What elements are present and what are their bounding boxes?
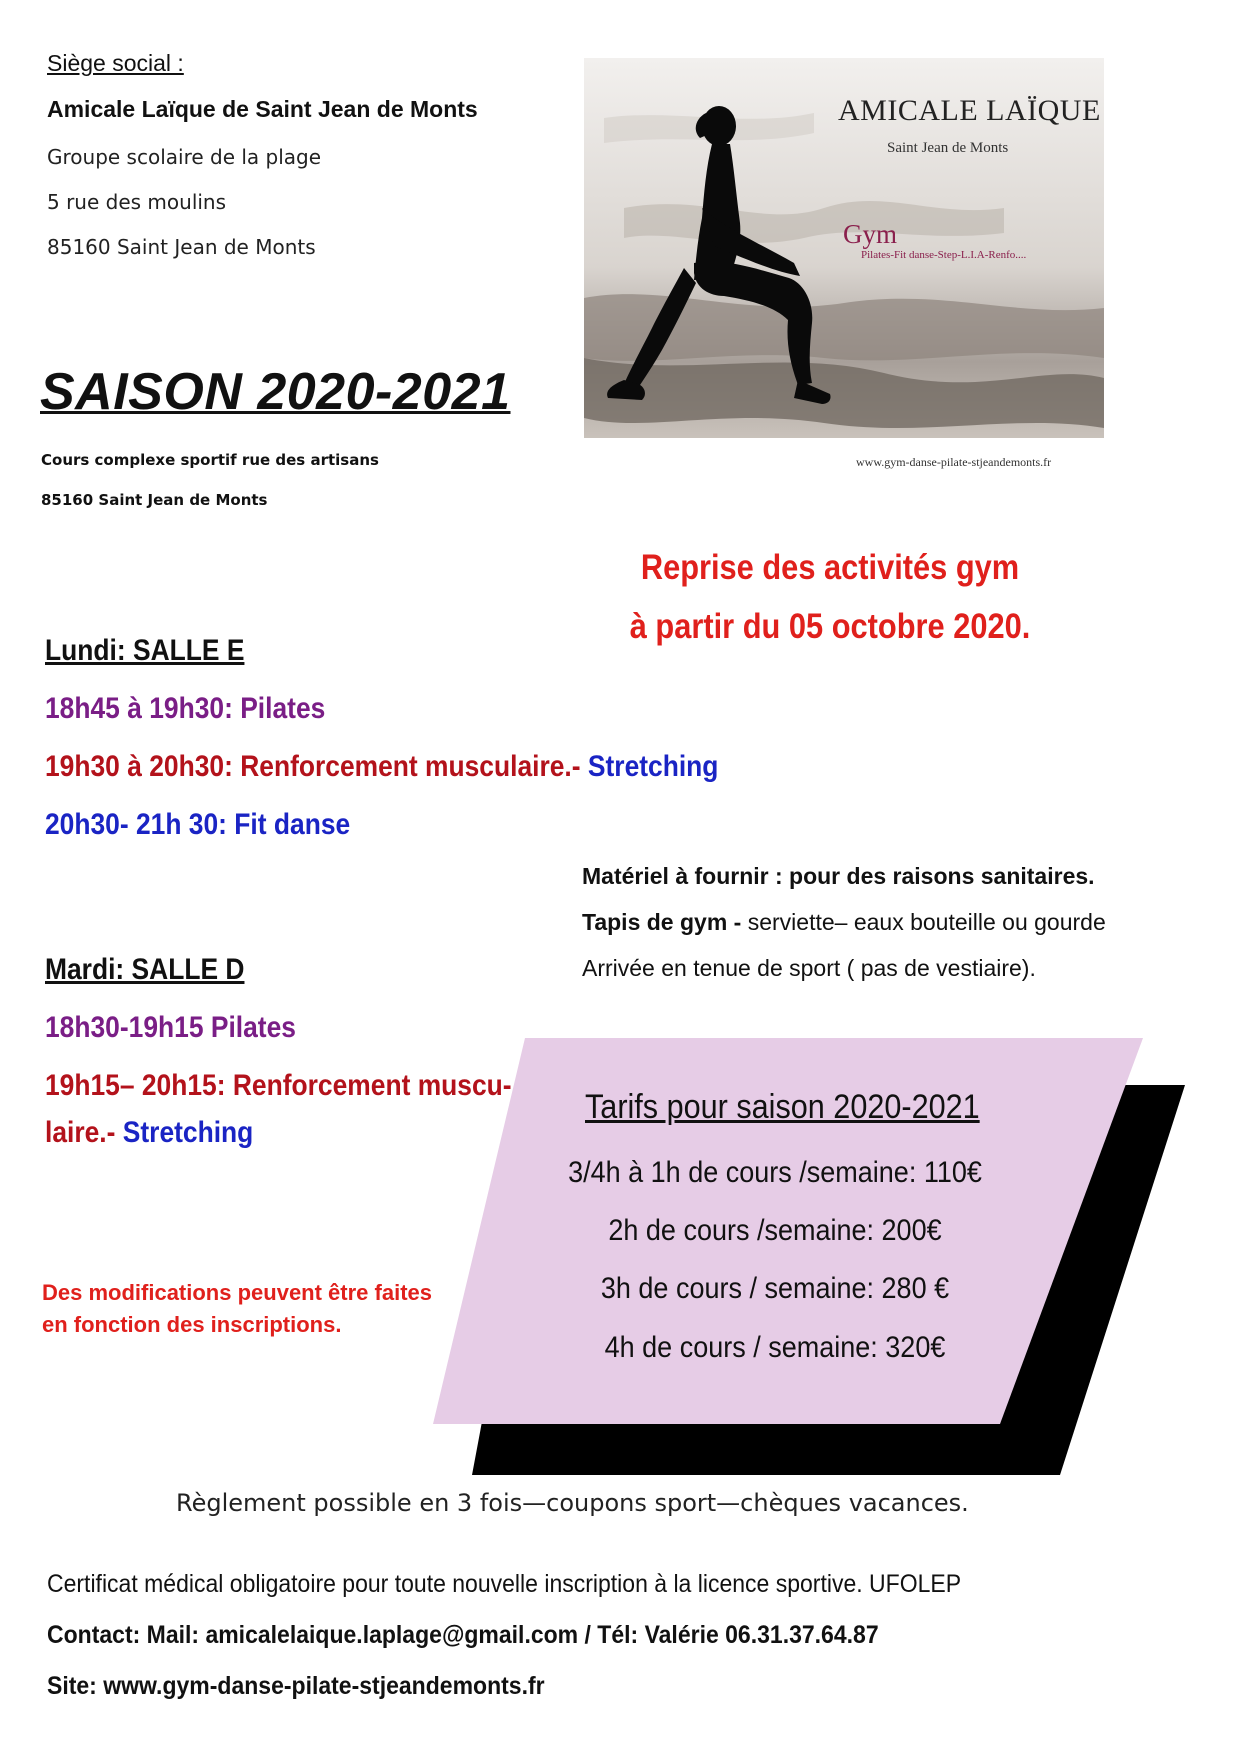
- lundi-renforcement-text: 19h30 à 20h30: Renforcement musculaire.-: [45, 750, 588, 783]
- mardi-stretching-text: Stretching: [122, 1116, 254, 1149]
- logo-url: www.gym-danse-pilate-stjeandemonts.fr: [856, 455, 1052, 469]
- reglement-text: Règlement possible en 3 fois—coupons sport—chèques vacances.: [176, 1489, 969, 1517]
- reprise-line-2: à partir du 05 octobre 2020.: [629, 607, 1031, 646]
- mardi-heading: Mardi: SALLE D: [45, 953, 245, 986]
- materiel-line-3: Arrivée en tenue de sport ( pas de vestiaire).: [582, 955, 1036, 981]
- lundi-stretching-text: Stretching: [587, 750, 719, 783]
- logo-activities: Pilates-Fit danse-Step-L.I.A-Renfo....: [861, 249, 1027, 261]
- modifications-line-2: en fonction des inscriptions.: [42, 1312, 342, 1337]
- association-name: Amicale Laïque de Saint Jean de Monts: [47, 96, 478, 122]
- venue-line-1: Cours complexe sportif rue des artisans: [41, 451, 379, 469]
- season-title: SAISON 2020-2021: [40, 363, 511, 421]
- logo-subtitle: Saint Jean de Monts: [887, 140, 1009, 156]
- siege-social-label: Siège social :: [47, 50, 184, 76]
- lundi-slot-pilates: 18h45 à 19h30: Pilates: [45, 692, 326, 725]
- tarif-row-4: 4h de cours / semaine: 320€: [604, 1331, 946, 1364]
- reprise-line-1: Reprise des activités gym: [640, 548, 1020, 587]
- logo-title: AMICALE LAÏQUE: [838, 94, 1101, 127]
- materiel-line-1: Matériel à fournir : pour des raisons sanitaires.: [582, 863, 1095, 889]
- address-line-2: 5 rue des moulins: [47, 190, 227, 214]
- materiel-serviette: serviette– eaux bouteille ou gourde: [747, 909, 1106, 935]
- tarif-row-3: 3h de cours / semaine: 280 €: [600, 1272, 950, 1305]
- address-line-1: Groupe scolaire de la plage: [47, 145, 322, 169]
- site-text: Site: www.gym-danse-pilate-stjeandemonts.fr: [47, 1672, 545, 1700]
- venue-line-2: 85160 Saint Jean de Monts: [41, 491, 268, 509]
- tarifs-title: Tarifs pour saison 2020-2021: [585, 1088, 980, 1126]
- tarif-row-2: 2h de cours /semaine: 200€: [608, 1214, 942, 1247]
- contact-text: Contact: Mail: amicalelaique.laplage@gmail.com / Tél: Valérie 06.31.37.64.87: [47, 1621, 879, 1649]
- lundi-slot-fit-danse: 20h30- 21h 30: Fit danse: [45, 808, 351, 841]
- modifications-line-1: Des modifications peuvent être faites: [42, 1280, 432, 1305]
- tarif-row-1: 3/4h à 1h de cours /semaine: 110€: [568, 1156, 982, 1189]
- mardi-slot-pilates: 18h30-19h15 Pilates: [45, 1011, 296, 1044]
- materiel-tapis: Tapis de gym -: [582, 909, 748, 935]
- lundi-heading: Lundi: SALLE E: [45, 634, 245, 667]
- address-line-3: 85160 Saint Jean de Monts: [47, 235, 316, 259]
- certificat-text: Certificat médical obligatoire pour toute nouvelle inscription à la licence sportive. UFOLEP: [47, 1570, 962, 1598]
- mardi-slot-renforcement-line-1: 19h15– 20h15: Renforcement muscu-: [45, 1069, 512, 1102]
- mardi-laire-text: laire.-: [45, 1116, 123, 1149]
- logo-gym: Gym: [843, 219, 897, 249]
